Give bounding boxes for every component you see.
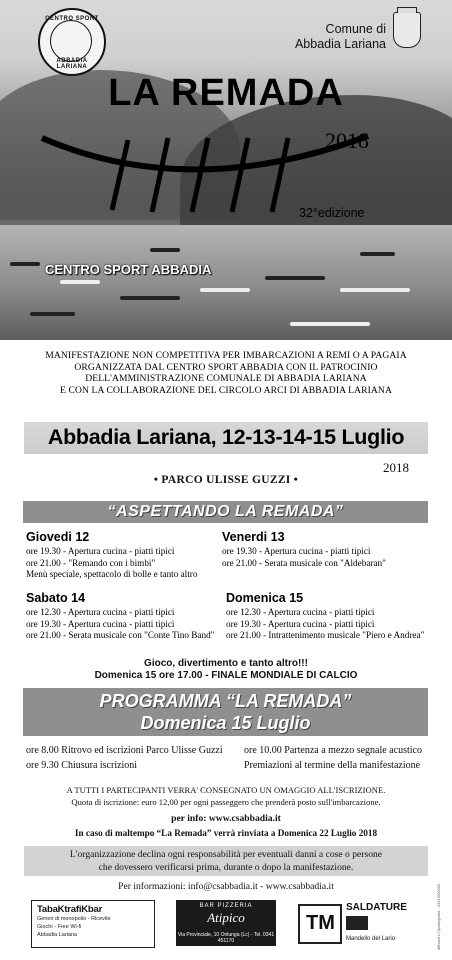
quota-note: Quota di iscrizione: euro 12,00 per ogni passeggero che prenderà posto sull'imbarcazione. (71, 797, 381, 807)
sponsor-tabaktrafikbar (31, 900, 155, 948)
comune-label (268, 22, 386, 52)
intro-line: ORGANIZZATA DAL CENTRO SPORT ABBADIA CON IL PATROCINIO (74, 361, 378, 373)
info-website: per info: www.csabbadia.it (171, 813, 281, 824)
extra-line: Gioco, divertimento e tanto altro!!! (144, 658, 308, 669)
maltempo-note: In caso di maltempo “La Remada” verrà rinviata a Domenica 22 Luglio 2018 (74, 828, 378, 838)
logo-top-text: CENTRO SPORT (45, 16, 99, 22)
sponsor-address: Via Provinciale, 10 Onlunga (Lc) - Tel. 0341 451170 (177, 932, 275, 944)
schedule-line: ore 21.00 - Intrattenimento musicale "Piero e Andrea" (226, 630, 425, 641)
boat (200, 288, 250, 292)
logo-letters: TM (306, 912, 335, 934)
boat (340, 288, 410, 292)
disclaimer-box (24, 846, 428, 876)
contact-line: Per informazioni: info@csabbadia.it - www.csabbadia.it (118, 881, 334, 892)
boat (120, 296, 180, 300)
sponsor-name: SALDATURE (346, 902, 407, 913)
disclaimer-line: L'organizzazione declina ogni responsabilità per eventuali danni a cose o persone (69, 849, 383, 860)
extra-activities (0, 658, 452, 682)
aspettando-banner: “ASPETTANDO LA REMADA” (23, 501, 428, 523)
day-block-domenica (226, 591, 436, 642)
schedule-line: ore 21.00 - Serata musicale con "Conte Tino Band" (26, 630, 215, 641)
event-venue: • PARCO ULISSE GUZZI • (153, 474, 299, 486)
oar-stroke (192, 138, 208, 212)
extra-line: Domenica 15 ore 17.00 - FINALE MONDIALE DI CALCIO (94, 670, 358, 681)
comune-line2: Abbadia Lariana (294, 37, 386, 51)
boat (30, 312, 75, 316)
disclaimer-line: che dovessero verificarsi prima, durante o dopo la manifestazione. (98, 862, 354, 873)
day-block-venerdi (222, 530, 432, 569)
oar-stroke (112, 140, 128, 210)
intro-line: MANIFESTAZIONE NON COMPETITIVA PER IMBARCAZIONI A REMI O A PAGAIA (45, 350, 407, 361)
logo-bottom-text: ABBADIA LARIANA (56, 58, 88, 70)
programma-item: Premiazioni al termine della manifestazione (244, 760, 421, 771)
edition-label: 32°edizione (299, 206, 365, 220)
schedule-line: ore 12.30 - Apertura cucina - piatti tipici (226, 607, 375, 617)
logo-ring (50, 20, 92, 62)
sponsor-name: TabaKtrafiKbar (37, 904, 103, 915)
schedule-line: ore 21.00 - "Remando con i bimbi" (26, 557, 156, 568)
programma-item: ore 8.00 Ritrovo ed iscrizioni Parco Ulisse Guzzi (26, 745, 223, 756)
comune-line1: Comune di (325, 22, 386, 36)
photo-caption: CENTRO SPORT ABBADIA (45, 262, 212, 277)
boat (290, 322, 370, 326)
day-heading: Giovedi 12 (26, 530, 90, 544)
print-note: affissioni Tipolitografia - 0341/000000 (436, 883, 441, 950)
sponsor-badge (346, 916, 368, 930)
header-photo (0, 0, 452, 340)
intro-line: DELL'AMMINISTRAZIONE COMUNALE DI ABBADIA LARIANA (85, 373, 367, 384)
sponsor-detail: Generi di monopolio - Ricevite (37, 916, 111, 922)
intro-text (20, 350, 432, 396)
sponsor-logo-icon (298, 904, 342, 944)
sponsor-location: Mandello del Lario (346, 936, 396, 942)
day-heading: Domenica 15 (226, 591, 304, 605)
programma-item: ore 9.30 Chiusura iscrizioni (26, 760, 138, 771)
programma-date: Domenica 15 Luglio (140, 713, 311, 733)
programma-right (244, 743, 422, 773)
sponsor-name: Atipico (207, 910, 245, 925)
centro-sport-logo (38, 8, 106, 76)
day-block-giovedi (26, 530, 226, 581)
boat (10, 262, 40, 266)
day-block-sabato (26, 591, 226, 642)
oars-graphic (40, 120, 370, 215)
oar-stroke (152, 138, 168, 212)
event-dateline: Abbadia Lariana, 12-13-14-15 Luglio (47, 425, 405, 449)
programma-left (26, 743, 223, 773)
sponsor-category: BAR PIZZERIA (199, 903, 253, 909)
dateline-year: 2018 (383, 460, 409, 475)
title-year: 2018 (325, 128, 369, 153)
oar-stroke (272, 138, 288, 212)
boat (360, 252, 395, 256)
programma-title: PROGRAMMA “LA REMADA” (99, 691, 352, 711)
schedule-line: ore 19.30 - Apertura cucina - piatti tipici (226, 618, 375, 629)
oar-stroke (232, 138, 248, 212)
event-title: LA REMADA (108, 72, 344, 114)
programma-item: ore 10.00 Partenza a mezzo segnale acustico (244, 745, 422, 756)
boat (150, 248, 180, 252)
comune-crest-icon (393, 12, 421, 48)
schedule-line: ore 19.30 - Apertura cucina - piatti tipici (26, 546, 175, 556)
day-heading: Sabato 14 (26, 591, 86, 605)
boat (265, 276, 325, 280)
crown-icon (397, 7, 417, 13)
schedule-line: ore 12.30 - Apertura cucina - piatti tipici (26, 607, 175, 617)
schedule-line: ore 19.30 - Apertura cucina - piatti tipici (222, 546, 371, 556)
boat (60, 280, 100, 284)
intro-line: E CON LA COLLABORAZIONE DEL CIRCOLO ARCI DI ABBADIA LARIANA (60, 384, 392, 396)
schedule-line: ore 21.00 - Serata musicale con "Aldebaran" (222, 557, 386, 568)
schedule-line: Menù speciale, spettacolo di bolle e tanto altro (26, 569, 198, 580)
sponsor-atipico (176, 900, 276, 946)
sponsor-detail: Abbadia Lariana (37, 932, 78, 938)
schedule-line: ore 19.30 - Apertura cucina - piatti tipici (26, 618, 175, 629)
programma-banner (23, 688, 428, 736)
day-heading: Venerdi 13 (222, 530, 285, 544)
sponsor-detail: Giochi - Free Wi-fi (37, 924, 82, 930)
omaggio-note: A TUTTI I PARTECIPANTI VERRA' CONSEGNATO UN OMAGGIO ALL'ISCRIZIONE. (66, 785, 386, 795)
sponsor-saldature (296, 900, 420, 946)
